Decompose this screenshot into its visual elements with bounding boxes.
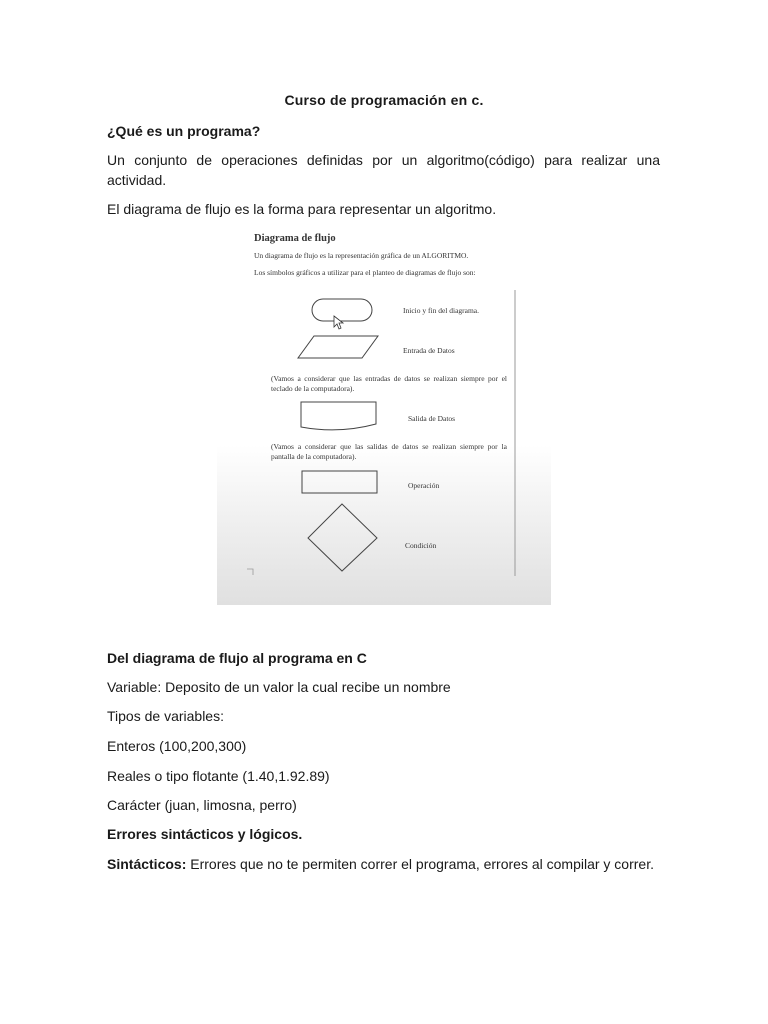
figure-description: Un diagrama de flujo es la representación gráfica de un ALGORITMO. — [254, 251, 469, 260]
errors-heading: Errores sintácticos y lógicos. — [107, 826, 303, 842]
label-output: Salida de Datos — [408, 414, 456, 423]
figure-symbols-intro: Los símbolos gráficos a utilizar para el planteo de diagramas de flujo son: — [254, 268, 476, 277]
note-output: (Vamos a considerar que las salidas de datos se realizan siempre por la pantalla de la computadora). — [271, 442, 507, 461]
terminator-shape — [312, 299, 372, 321]
variable-types-heading: Tipos de variables: — [107, 708, 224, 724]
figure-title: Diagrama de flujo — [254, 233, 336, 244]
note-input: (Vamos a considerar que las entradas de datos se realizan siempre por el teclado de la computadora). — [271, 374, 507, 393]
variable-definition: Variable: Deposito de un valor la cual recibe un nombre — [107, 679, 451, 695]
label-operation: Operación — [408, 481, 440, 490]
label-input: Entrada de Datos — [403, 346, 455, 355]
condition-shape — [308, 504, 377, 571]
syntax-errors-text: Errores que no te permiten correr el programa, errores al compilar y correr. — [186, 856, 654, 872]
syntax-errors-paragraph — [107, 854, 660, 874]
question-heading: ¿Qué es un programa? — [107, 123, 261, 139]
flowchart-figure — [217, 224, 551, 605]
label-condition: Condición — [405, 541, 437, 550]
type-reals: Reales o tipo flotante (1.40,1.92.89) — [107, 768, 330, 784]
type-integers: Enteros (100,200,300) — [107, 738, 247, 754]
cursor-icon — [334, 316, 343, 329]
corner-mark — [247, 569, 253, 575]
operation-shape — [302, 471, 377, 493]
input-shape — [298, 336, 378, 358]
document-title: Curso de programación en c. — [284, 92, 484, 108]
label-start-end: Inicio y fin del diagrama. — [403, 306, 480, 315]
flowchart-intro: El diagrama de flujo es la forma para representar un algoritmo. — [107, 201, 497, 217]
syntax-errors-label: Sintácticos: — [107, 856, 187, 872]
output-shape — [301, 402, 376, 430]
type-characters: Carácter (juan, limosna, perro) — [107, 797, 297, 813]
program-definition: Un conjunto de operaciones definidas por un algoritmo(código) para realizar una actividad. — [107, 152, 660, 188]
flowchart-symbols — [217, 224, 551, 605]
section-heading: Del diagrama de flujo al programa en C — [107, 650, 367, 666]
